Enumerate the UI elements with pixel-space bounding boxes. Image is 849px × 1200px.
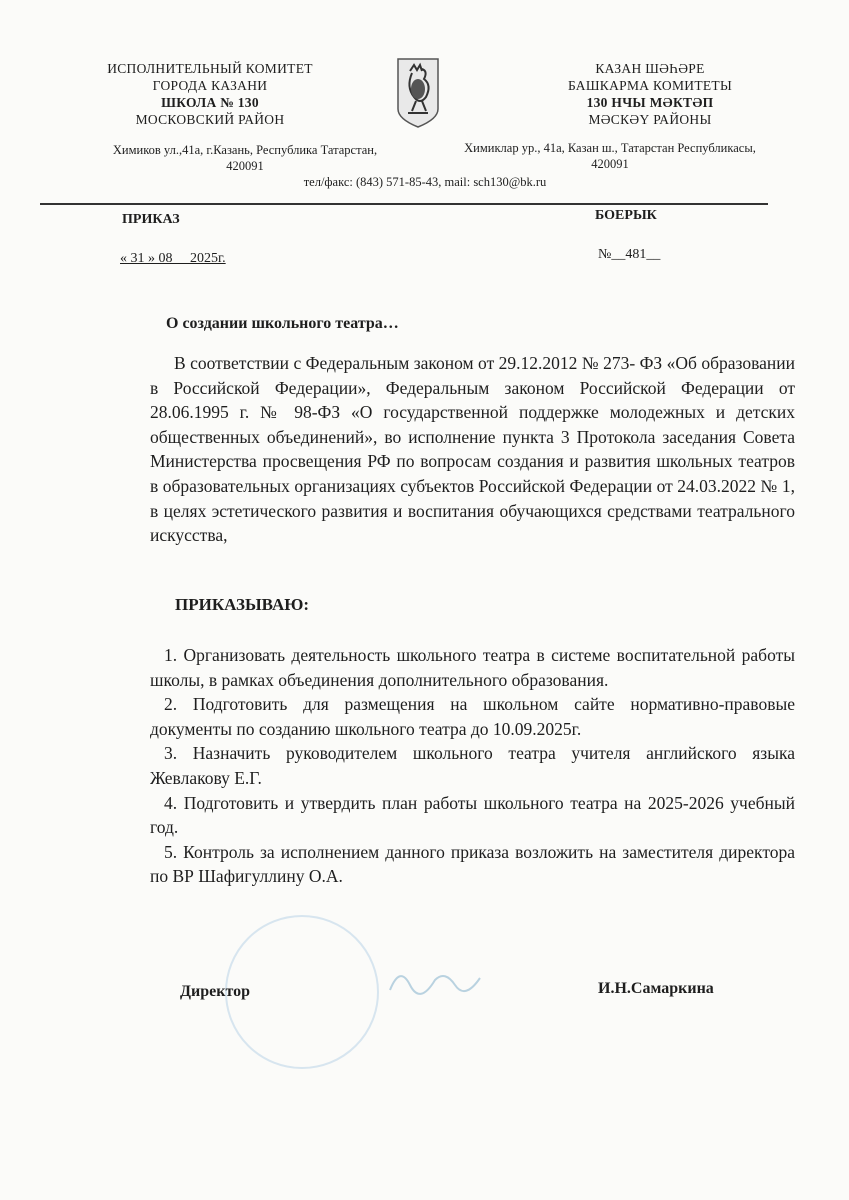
order-number: №__481__ [598,247,661,262]
header-divider [40,203,768,205]
header-left-line2: ГОРОДА КАЗАНИ [152,78,268,93]
address-left [80,142,410,174]
order-date: « 31 » 08 2025г. [120,251,226,266]
doc-type-tt: БОЕРЫК [595,208,657,223]
header-right-line4: МӘСКӘҮ РАЙОНЫ [588,112,712,127]
order-item: 1. Организовать деятельность школьного театра в системе воспитательной работы школы, в рамках объединения дополнительного образования. [150,645,795,690]
doc-type-ru: ПРИКАЗ [122,212,180,227]
order-subject: О создании школьного театра… [166,315,399,332]
order-item: 5. Контроль за исполнением данного приказа возложить на заместителя директора по ВР Шафигуллину О.А. [150,841,795,887]
address-left-line1: Химиков ул.,41а, г.Казань, Республика Татарстан, [112,143,378,157]
signature-mark-icon [385,960,485,1005]
header-right-line2: БАШКАРМА КОМИТЕТЫ [567,78,733,93]
signatory-position: Директор [180,983,250,1000]
address-right-line2: 420091 [591,157,629,171]
order-word: ПРИКАЗЫВАЮ: [175,595,310,614]
contacts: тел/факс: (843) 571-85-43, mail: sch130@bk.ru [303,175,547,189]
header-right-line3: 130 НЧЫ МӘКТӘП [586,95,714,110]
signatory-name: И.Н.Самаркина [598,980,714,997]
order-items [150,643,795,889]
address-right-line1: Химиклар ур., 41а, Казан ш., Татарстан Республикасы, [464,141,756,155]
kazan-coat-of-arms-icon [396,57,440,134]
header-right-line1: КАЗАН ШӘҺӘРЕ [595,61,705,76]
order-item: 3. Назначить руководителем школьного театра учителя английского языка Жевлакову Е.Г. [150,743,795,788]
header-left [90,60,330,128]
preamble: В соответствии с Федеральным законом от 29.12.2012 № 273- ФЗ «Об образовании в Российской Федерации», Федеральным законом Российской Федерации от 28.06.1995 г. № 98-ФЗ «О государственной поддержке молодежных и детских общественных объединений», во исполнение пункта 3 Протокола заседания Совета Министерства просвещения РФ по вопросам создания и развития школьных театров в образовательных организациях субъектов Российской Федерации от 24.03.2022 № 1, в целях эстетического развития и воспитания обучающихся средствами театрального искусства, [150,353,795,546]
address-right [435,140,785,172]
header-left-line4: МОСКОВСКИЙ РАЙОН [135,112,285,127]
order-item: 2. Подготовить для размещения на школьном сайте нормативно-правовые документы по созданию школьного театра до 10.09.2025г. [150,694,795,739]
header-left-line3: ШКОЛА № 130 [161,95,259,110]
header-right [530,60,770,128]
address-left-line2: 420091 [226,159,264,173]
order-item: 4. Подготовить и утвердить план работы школьного театра на 2025-2026 учебный год. [150,792,795,838]
header-left-line1: ИСПОЛНИТЕЛЬНЫЙ КОМИТЕТ [107,61,313,76]
